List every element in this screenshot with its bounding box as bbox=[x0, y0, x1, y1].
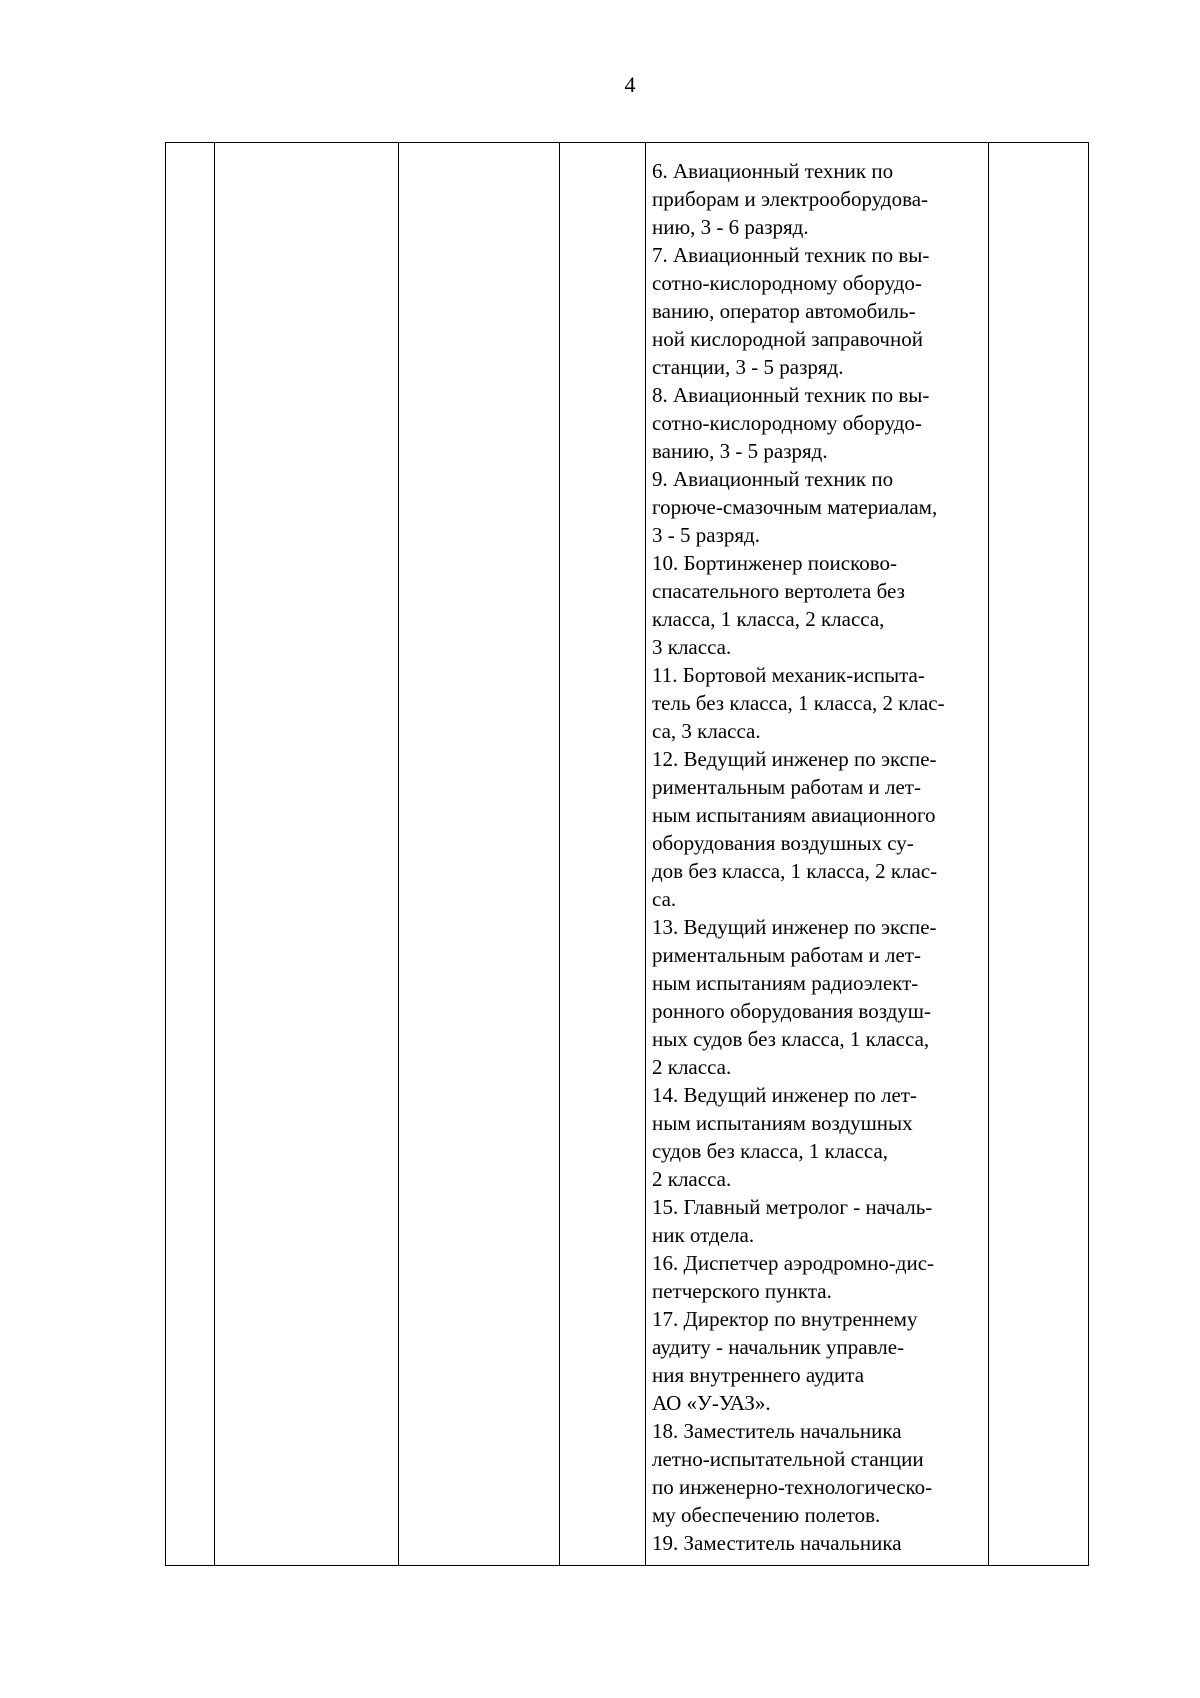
list-item: 9. Авиационный техник по горюче-смазочным материалам, 3 - 5 разряд. bbox=[652, 467, 938, 547]
list-item: 16. Диспетчер аэродромно-дис- петчерского пункта. bbox=[652, 1251, 935, 1303]
table-cell-empty bbox=[215, 143, 399, 1566]
list-item: 18. Заместитель начальника летно-испытательной станции по инженерно-технологическо- му обеспечению полетов. bbox=[652, 1419, 933, 1527]
list-item: 19. Заместитель начальника bbox=[652, 1531, 902, 1555]
table-cell-number bbox=[166, 143, 215, 1566]
list-item: 10. Бортинженер поисково- спасательного вертолета без класса, 1 класса, 2 класса, 3 класса. bbox=[652, 551, 905, 659]
table-cell-empty bbox=[399, 143, 560, 1566]
table-cell-empty bbox=[560, 143, 646, 1566]
list-item: 7. Авиационный техник по вы- сотно-кислородному оборудо- ванию, оператор автомобиль- ной кислородной заправочной станции, 3 - 5 разряд. bbox=[652, 243, 930, 379]
table-cell-empty bbox=[989, 143, 1089, 1566]
list-item: 13. Ведущий инженер по экспе- риментальным работам и лет- ным испытаниям радиоэлект- ронного оборудования воздуш- ных судов без класса, 1 класса, 2 класса. bbox=[652, 915, 937, 1079]
list-item: 12. Ведущий инженер по экспе- риментальным работам и лет- ным испытаниям авиационного оборудования воздушных су- дов без класса, 1 класса, 2 клас- са. bbox=[652, 747, 938, 911]
list-item: 15. Главный метролог - началь- ник отдела. bbox=[652, 1195, 933, 1247]
list-item: 17. Директор по внутреннему аудиту - начальник управле- ния внутреннего аудита АО «У-УАЗ». bbox=[652, 1307, 918, 1415]
page-number: 4 bbox=[624, 72, 636, 97]
list-item: 14. Ведущий инженер по лет- ным испытаниям воздушных судов без класса, 1 класса, 2 класса. bbox=[652, 1083, 917, 1191]
list-item: 6. Авиационный техник по приборам и электрооборудова- нию, 3 - 6 разряд. bbox=[652, 159, 929, 239]
list-item: 8. Авиационный техник по вы- сотно-кислородному оборудо- ванию, 3 - 5 разряд. bbox=[652, 383, 930, 463]
table-row bbox=[166, 143, 1089, 1566]
list-item: 11. Бортовой механик-испыта- тель без класса, 1 класса, 2 клас- са, 3 класса. bbox=[652, 663, 945, 743]
table-cell-positions bbox=[646, 143, 989, 1566]
document-table bbox=[165, 142, 1089, 1566]
